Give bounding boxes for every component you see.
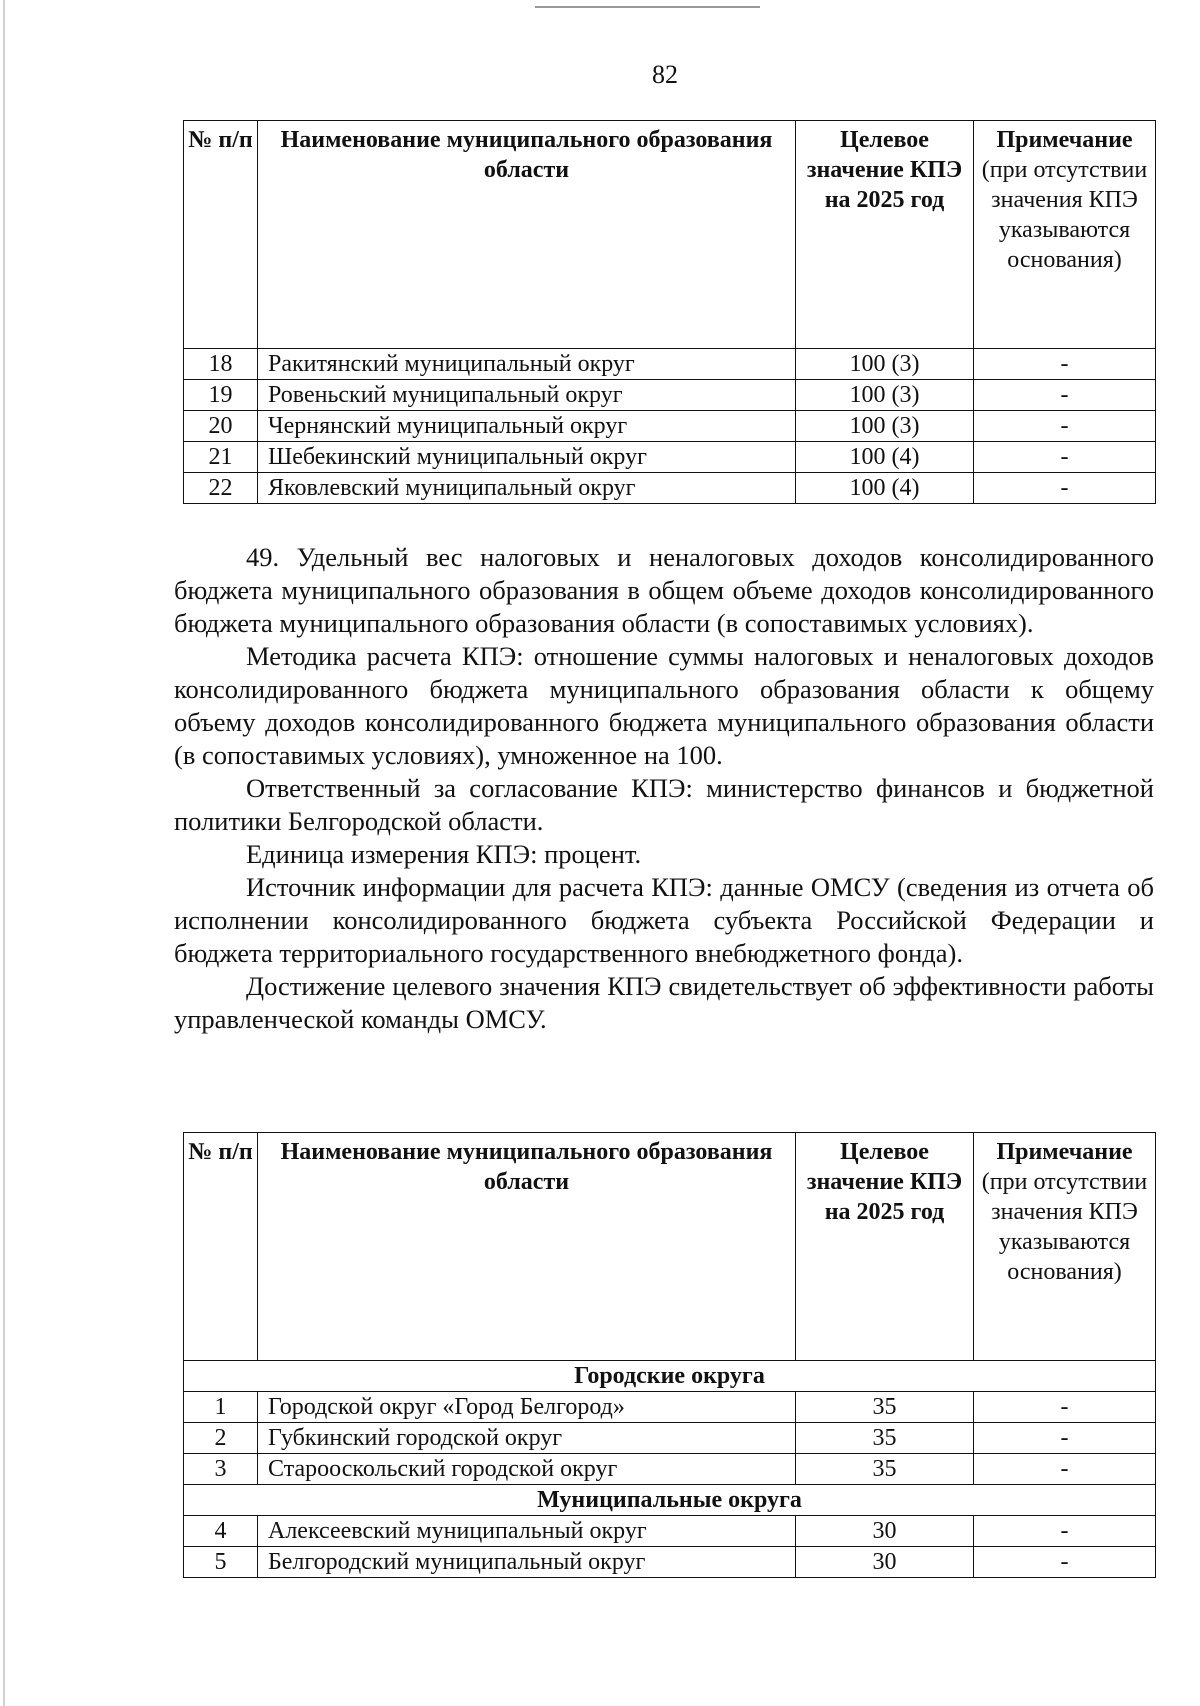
row-target-value: 35: [796, 1454, 974, 1485]
row-target-value: 30: [796, 1516, 974, 1547]
row-number: 18: [184, 349, 258, 380]
table-row: [184, 411, 1156, 442]
section-paragraph: 49. Удельный вес налоговых и неналоговых доходов консолидированного бюджета муниципального образования в общем объеме доходов консолидированного бюджета муниципального образования области (в сопоставимых условиях).: [174, 542, 1154, 638]
group-row-municipal-districts: [184, 1485, 1156, 1516]
row-municipality-name: Ракитянский муниципальный округ: [258, 349, 796, 380]
table2-municipal-group: [184, 1485, 1156, 1516]
row-note: -: [974, 380, 1156, 411]
scan-artifact-left-edge: [3, 0, 5, 1706]
row-target-value: 35: [796, 1392, 974, 1423]
kpe-table-section-49: [183, 1132, 1156, 1578]
header-target-value: Целевое значение КПЭ на 2025 год: [796, 121, 974, 349]
row-municipality-name: Яковлевский муниципальный округ: [258, 473, 796, 504]
row-number: 21: [184, 442, 258, 473]
row-number: 20: [184, 411, 258, 442]
group-label-municipal: Муниципальные округа: [184, 1485, 1156, 1516]
row-number: 1: [184, 1392, 258, 1423]
row-target-value: 100 (4): [796, 473, 974, 504]
table1-body: [184, 349, 1156, 504]
header-municipality-name: Наименование муниципального образования области: [258, 1133, 796, 1361]
row-number: 4: [184, 1516, 258, 1547]
header-number: № п/п: [184, 1133, 258, 1361]
row-municipality-name: Шебекинский муниципальный округ: [258, 442, 796, 473]
table2-body: [184, 1361, 1156, 1392]
row-note: -: [974, 442, 1156, 473]
row-target-value: 30: [796, 1547, 974, 1578]
scan-artifact-top-line: [535, 6, 760, 8]
table-header-row: [184, 121, 1156, 349]
table-header-row: [184, 1133, 1156, 1361]
row-target-value: 100 (3): [796, 411, 974, 442]
row-municipality-name: Алексеевский муниципальный округ: [258, 1516, 796, 1547]
row-note: -: [974, 1454, 1156, 1485]
row-note: -: [974, 1547, 1156, 1578]
header-note-title: Примечание: [996, 1139, 1133, 1165]
row-target-value: 100 (3): [796, 380, 974, 411]
section-paragraph: Единица измерения КПЭ: процент.: [246, 839, 642, 869]
row-number: 5: [184, 1547, 258, 1578]
section-paragraph: Достижение целевого значения КПЭ свидетельствует об эффективности работы управленческой команды ОМСУ.: [174, 971, 1154, 1034]
table-row: [184, 473, 1156, 504]
row-municipality-name: Старооскольский городской округ: [258, 1454, 796, 1485]
header-target-value: Целевое значение КПЭ на 2025 год: [796, 1133, 974, 1361]
header-note-detail: (при отсутствии значения КПЭ указываются основания): [981, 157, 1148, 273]
table-row: [184, 1516, 1156, 1547]
row-note: -: [974, 473, 1156, 504]
row-note: -: [974, 1516, 1156, 1547]
section-paragraph: Источник информации для расчета КПЭ: данные ОМСУ (сведения из отчета об исполнении консолидированного бюджета субъекта Российской Федерации и бюджета территориального государственного внебюджетного фонда).: [174, 872, 1154, 968]
table2-urban-rows: [184, 1392, 1156, 1485]
row-number: 19: [184, 380, 258, 411]
section-paragraph: Ответственный за согласование КПЭ: министерство финансов и бюджетной политики Белгородской области.: [174, 773, 1154, 836]
table2-municipal-rows: [184, 1516, 1156, 1578]
table-row: [184, 1454, 1156, 1485]
row-number: 3: [184, 1454, 258, 1485]
section-paragraph: Методика расчета КПЭ: отношение суммы налоговых и неналоговых доходов консолидированного бюджета муниципального образования области к общему объему доходов консолидированного бюджета муниципального образования области (в сопоставимых условиях), умноженное на 100.: [174, 641, 1154, 770]
row-target-value: 35: [796, 1423, 974, 1454]
row-note: -: [974, 1392, 1156, 1423]
row-number: 22: [184, 473, 258, 504]
header-number: № п/п: [184, 121, 258, 349]
table-row: [184, 1547, 1156, 1578]
row-municipality-name: Губкинский городской округ: [258, 1423, 796, 1454]
header-note-title: Примечание: [996, 127, 1133, 153]
kpe-table-continued: [183, 120, 1156, 504]
table-row: [184, 1392, 1156, 1423]
section-49-text: [174, 541, 1154, 1036]
table-row: [184, 380, 1156, 411]
table-row: [184, 442, 1156, 473]
row-target-value: 100 (4): [796, 442, 974, 473]
row-note: -: [974, 349, 1156, 380]
row-note: -: [974, 1423, 1156, 1454]
header-note-detail: (при отсутствии значения КПЭ указываются основания): [981, 1169, 1148, 1285]
row-number: 2: [184, 1423, 258, 1454]
row-municipality-name: Чернянский муниципальный округ: [258, 411, 796, 442]
row-municipality-name: Городской округ «Город Белгород»: [258, 1392, 796, 1423]
row-municipality-name: Белгородский муниципальный округ: [258, 1547, 796, 1578]
table-row: [184, 1423, 1156, 1454]
row-note: -: [974, 411, 1156, 442]
header-municipality-name: Наименование муниципального образования области: [258, 121, 796, 349]
row-target-value: 100 (3): [796, 349, 974, 380]
header-note: [974, 1133, 1156, 1361]
group-label-urban: Городские округа: [184, 1361, 1156, 1392]
group-row-urban-districts: [184, 1361, 1156, 1392]
header-note: [974, 121, 1156, 349]
table-row: [184, 349, 1156, 380]
row-municipality-name: Ровеньский муниципальный округ: [258, 380, 796, 411]
page-number: 82: [652, 60, 678, 89]
